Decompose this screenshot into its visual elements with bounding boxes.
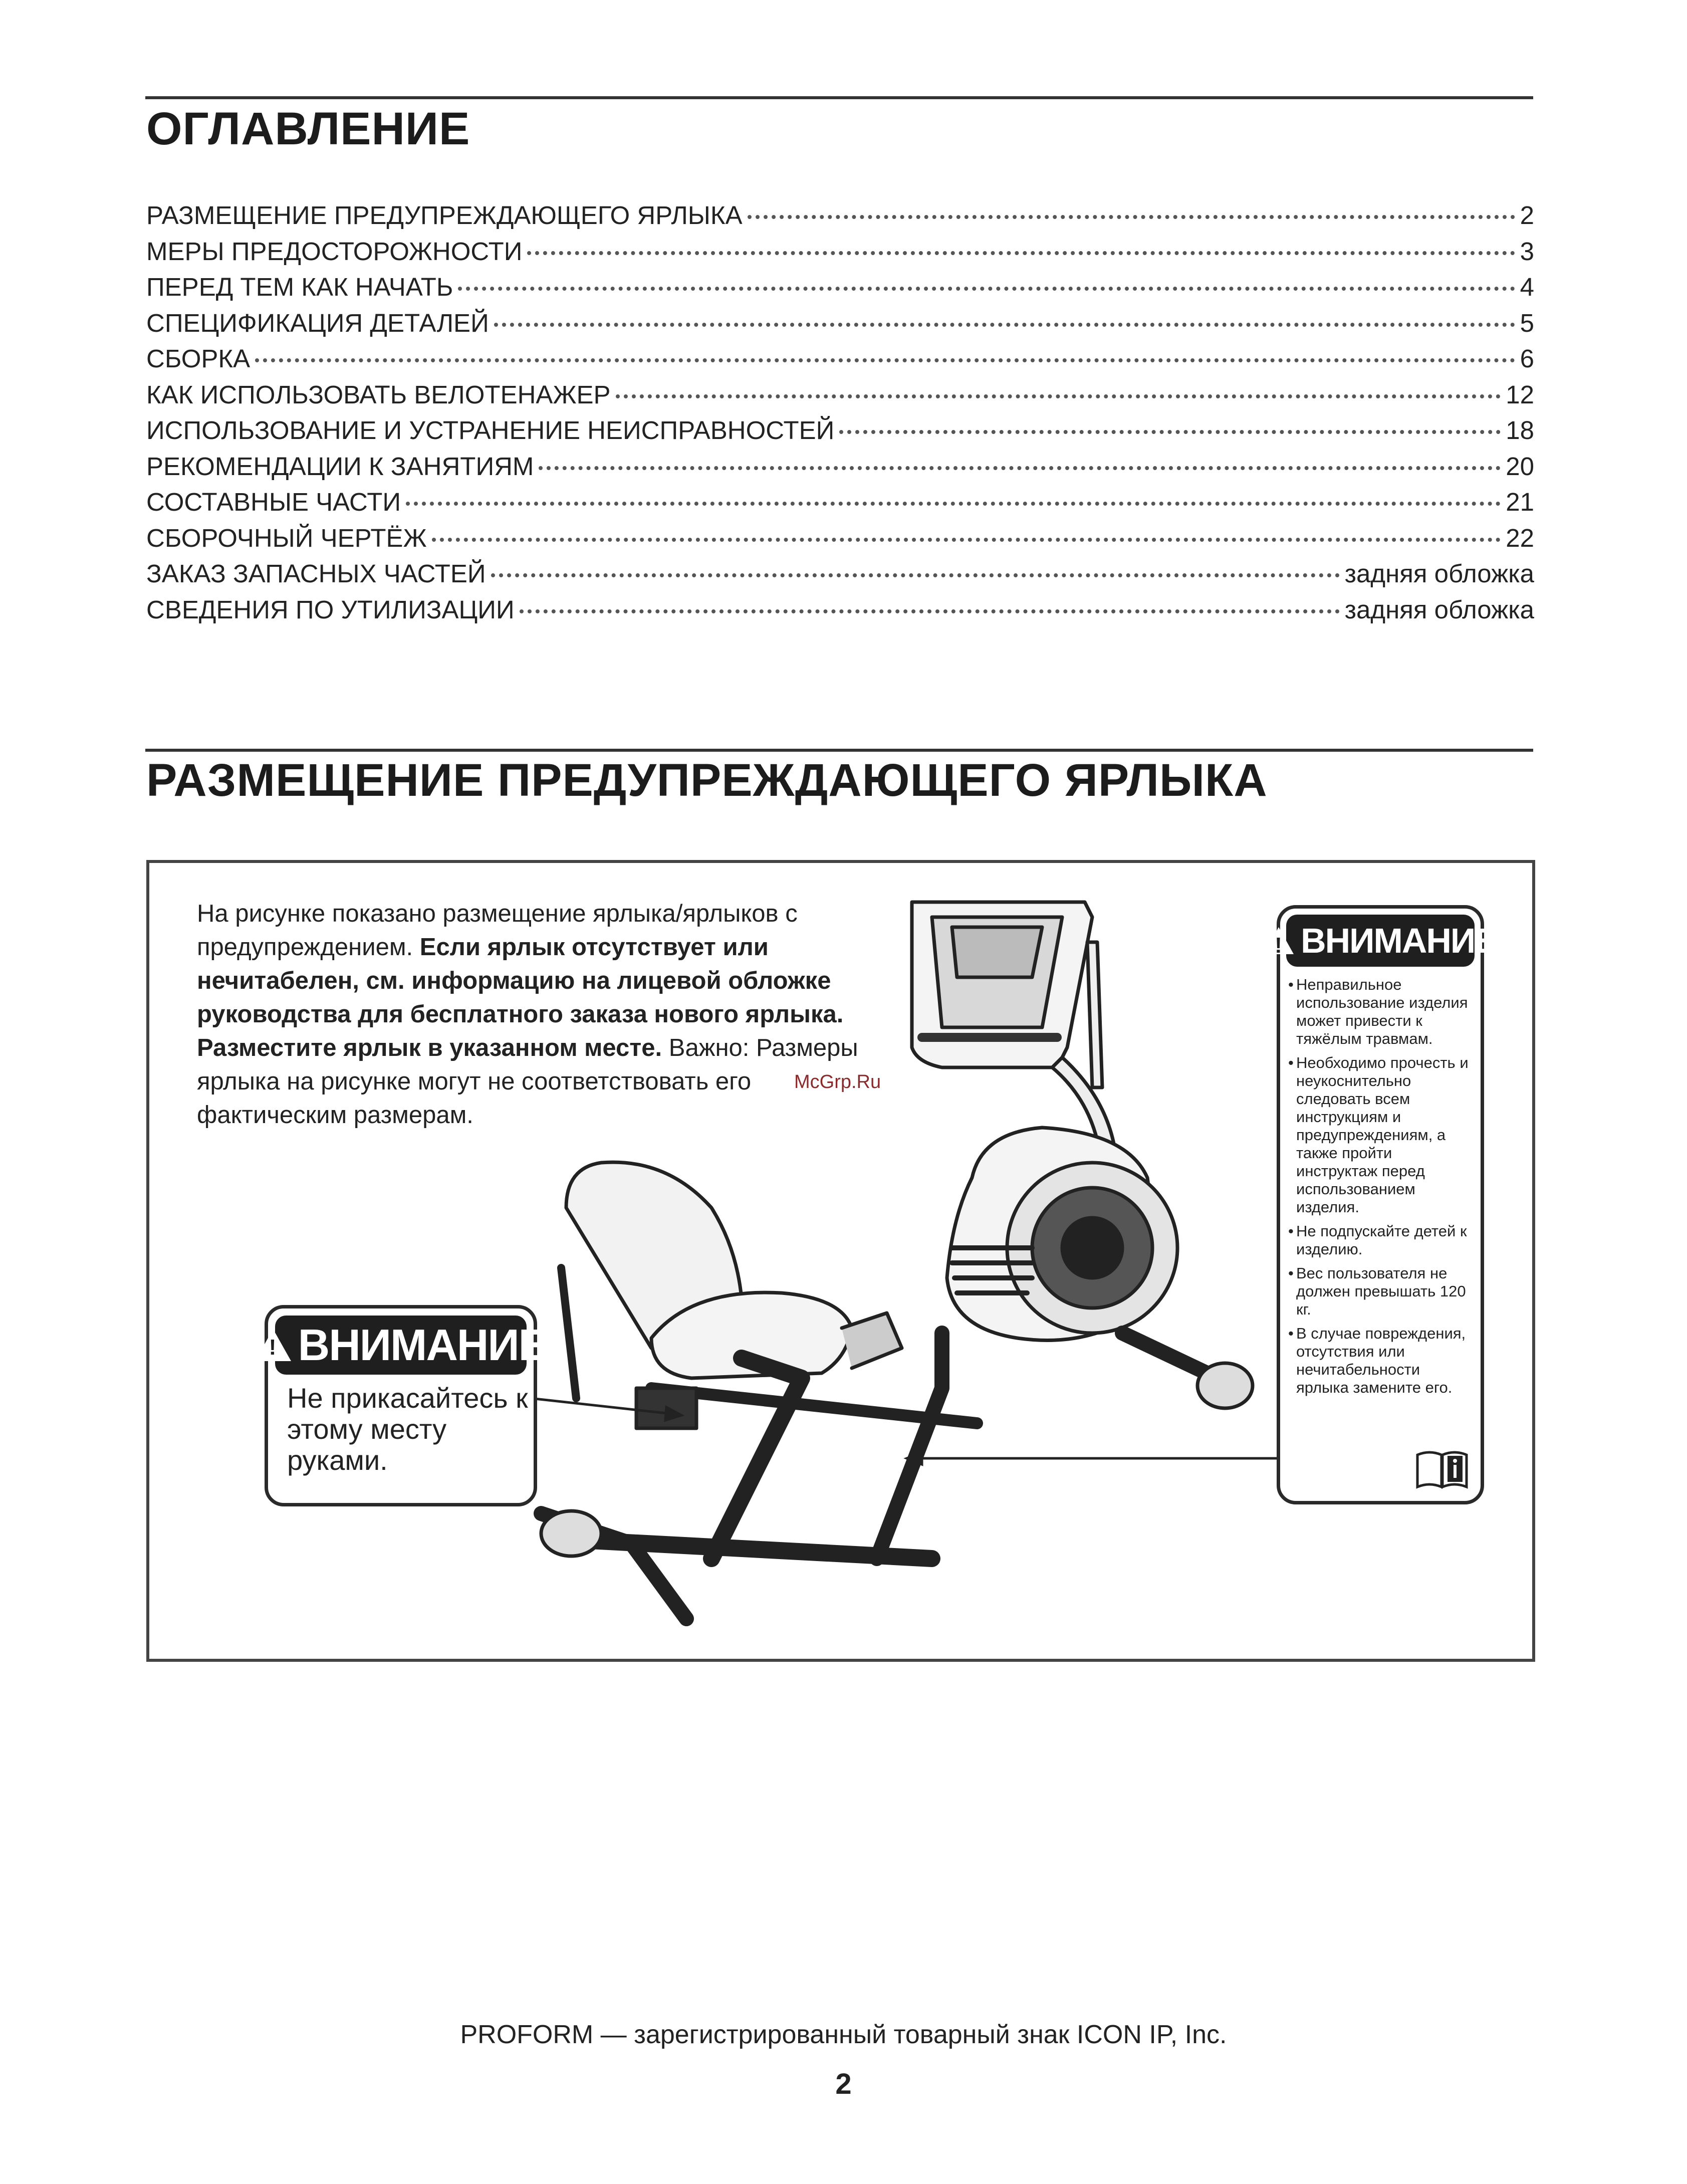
intro-text-note: Важно: Размеры ярлыка на рисунке могут не соответствовать его фактическим размерам. bbox=[197, 1034, 858, 1129]
warning-triangle-icon bbox=[255, 1329, 291, 1361]
toc-entry-title: КАК ИСПОЛЬЗОВАТЬ ВЕЛОТЕНАЖЕР bbox=[146, 380, 611, 409]
toc-leader-dots bbox=[839, 430, 1501, 434]
toc-entry-page: 22 bbox=[1506, 523, 1534, 552]
warning-label-item: • В случае повреждения, отсутствия или нечитабельности ярлыка замените его. bbox=[1289, 1325, 1470, 1397]
toc-entry-title: СВЕДЕНИЯ ПО УТИЛИЗАЦИИ bbox=[146, 595, 515, 624]
toc-leader-dots bbox=[539, 466, 1501, 470]
toc-entry[interactable] bbox=[146, 237, 1534, 273]
toc-leader-dots bbox=[520, 609, 1340, 613]
warning-label-right bbox=[1277, 905, 1497, 1504]
toc-entry-page: 2 bbox=[1520, 201, 1534, 230]
toc-leader-dots bbox=[458, 287, 1515, 291]
toc-entry-title: СПЕЦИФИКАЦИЯ ДЕТАЛЕЙ bbox=[146, 308, 489, 337]
toc-leader-dots bbox=[527, 251, 1515, 255]
toc-heading: ОГЛАВЛЕНИЕ bbox=[146, 103, 470, 154]
toc-entry[interactable] bbox=[146, 452, 1534, 488]
toc-entry-page: 5 bbox=[1520, 308, 1534, 337]
warning-section-heading: РАЗМЕЩЕНИЕ ПРЕДУПРЕЖДАЮЩЕГО ЯРЛЫКА bbox=[146, 755, 1268, 806]
toc-entry[interactable] bbox=[146, 415, 1534, 452]
trademark-notice: PROFORM — зарегистрированный товарный знак ICON IP, Inc. bbox=[460, 2020, 1227, 2049]
toc-leader-dots bbox=[255, 358, 1515, 362]
toc-entry-title: СБОРОЧНЫЙ ЧЕРТЁЖ bbox=[146, 523, 427, 552]
toc-leader-dots bbox=[494, 323, 1515, 327]
toc-entry-page: задняя обложка bbox=[1344, 595, 1534, 624]
watermark: McGrp.Ru bbox=[794, 1071, 881, 1093]
warning-label-right-header bbox=[1286, 915, 1497, 967]
toc-entry-title: СОСТАВНЫЕ ЧАСТИ bbox=[146, 488, 401, 516]
toc-leader-dots bbox=[491, 573, 1340, 577]
toc-entry-page: задняя обложка bbox=[1344, 559, 1534, 588]
warning-label-item: • Не подпускайте детей к изделию. bbox=[1289, 1222, 1470, 1258]
toc-entry[interactable] bbox=[146, 380, 1534, 416]
toc-leader-dots bbox=[432, 538, 1501, 542]
page-number: 2 bbox=[835, 2068, 852, 2100]
warning-label-right-title: ВНИМАНИЕ bbox=[1301, 921, 1497, 960]
toc-entry-title: РАЗМЕЩЕНИЕ ПРЕДУПРЕЖДАЮЩЕГО ЯРЛЫКА bbox=[146, 201, 743, 230]
toc-entry-page: 3 bbox=[1520, 237, 1534, 266]
recumbent-bike-illustration bbox=[501, 897, 1283, 1639]
toc-leader-dots bbox=[616, 394, 1501, 398]
toc-leader-dots bbox=[406, 502, 1501, 506]
warning-triangle-icon bbox=[1264, 927, 1294, 954]
toc-entry-title: СБОРКА bbox=[146, 344, 251, 373]
top-rule bbox=[145, 96, 1533, 99]
toc-entry-title: ПЕРЕД ТЕМ КАК НАЧАТЬ bbox=[146, 273, 453, 301]
toc-entry[interactable] bbox=[146, 200, 1534, 237]
warning-label-right-list bbox=[1289, 976, 1470, 1403]
toc-entry-page: 21 bbox=[1506, 488, 1534, 516]
toc-entry-title: РЕКОМЕНДАЦИИ К ЗАНЯТИЯМ bbox=[146, 452, 534, 481]
warning-label-left-title: ВНИМАНИЕ bbox=[298, 1320, 547, 1370]
toc-entry-page: 12 bbox=[1506, 380, 1534, 409]
toc-entry[interactable] bbox=[146, 344, 1534, 380]
warning-label-item: • Вес пользователя не должен превышать 120 кг. bbox=[1289, 1264, 1470, 1319]
toc-entry-title: МЕРЫ ПРЕДОСТОРОЖНОСТИ bbox=[146, 237, 523, 266]
warning-label-left bbox=[265, 1305, 547, 1506]
toc-entry[interactable] bbox=[146, 595, 1534, 631]
toc-entry[interactable] bbox=[146, 308, 1534, 344]
intro-text-regular: На рисунке показано размещение ярлыка/ярлыков с предупреждением. bbox=[197, 900, 798, 961]
table-of-contents bbox=[146, 200, 1534, 630]
warning-label-left-header bbox=[275, 1316, 547, 1375]
toc-leader-dots bbox=[748, 215, 1515, 219]
manual-info-icon bbox=[1414, 1448, 1470, 1490]
toc-entry-page: 20 bbox=[1506, 452, 1534, 481]
toc-entry-page: 4 bbox=[1520, 273, 1534, 301]
warning-label-item: • Необходимо прочесть и неукоснительно следовать всем инструкциям и предупреждениям, а также пройти инструктаж перед использованием изделия. bbox=[1289, 1054, 1470, 1216]
toc-entry[interactable] bbox=[146, 487, 1534, 523]
toc-entry[interactable] bbox=[146, 559, 1534, 595]
intro-text-bold: Если ярлык отсутствует или нечитабелен, см. информацию на лицевой обложке руководства для бесплатного заказа нового ярлыка. Разместите ярлык в указанном месте. bbox=[197, 934, 844, 1061]
toc-entry-title: ЗАКАЗ ЗАПАСНЫХ ЧАСТЕЙ bbox=[146, 559, 486, 588]
toc-entry[interactable] bbox=[146, 523, 1534, 559]
warning-label-item: • Неправильное использование изделия может привести к тяжёлым травмам. bbox=[1289, 976, 1470, 1048]
section-rule bbox=[145, 749, 1533, 752]
toc-entry-page: 18 bbox=[1506, 416, 1534, 445]
warning-label-left-text: Не прикасайтесь к этому месту руками. bbox=[287, 1382, 528, 1476]
toc-entry-page: 6 bbox=[1520, 344, 1534, 373]
toc-entry[interactable] bbox=[146, 272, 1534, 308]
toc-entry-title: ИСПОЛЬЗОВАНИЕ И УСТРАНЕНИЕ НЕИСПРАВНОСТЕЙ bbox=[146, 416, 835, 445]
